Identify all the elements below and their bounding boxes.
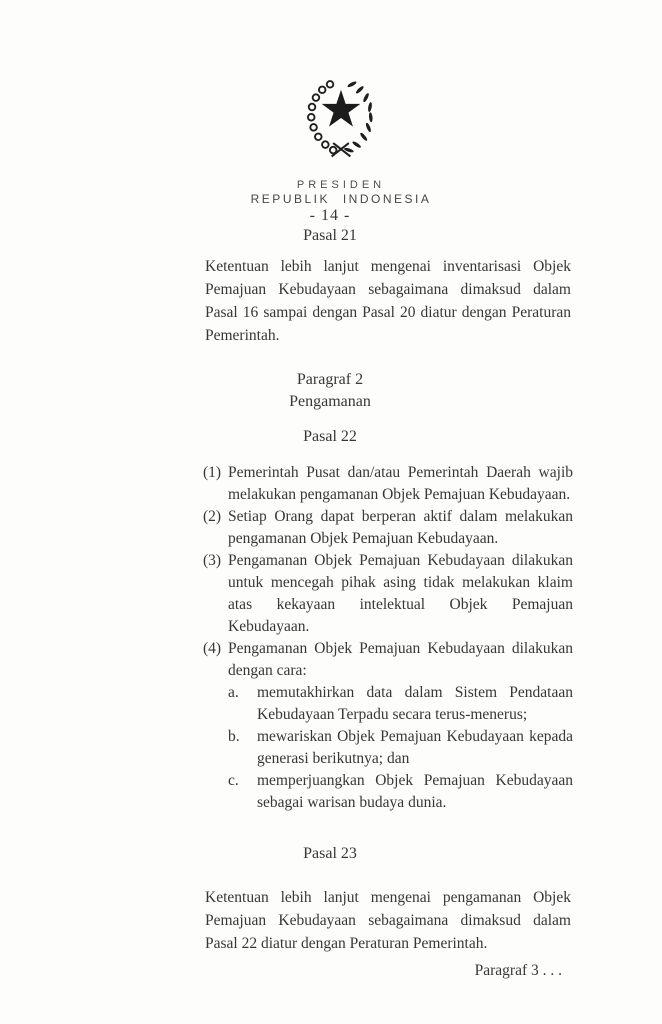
- list-item-text: Setiap Orang dapat berperan aktif dalam melakukan pengamanan Objek Pemajuan Kebudayaan.: [228, 508, 573, 547]
- letterhead-presiden: PRESIDEN: [296, 179, 386, 191]
- subheading-pengamanan: Pengamanan: [289, 393, 371, 410]
- sub-item-text: memutakhirkan data dalam Sistem Pendataan Kebudayaan Terpadu secara terus-menerus;: [257, 684, 573, 723]
- list-item-text: [228, 638, 573, 814]
- sub-item-text: mewariskan Objek Pemajuan Kebudayaan kepada generasi berikutnya; dan: [257, 728, 573, 767]
- heading-pasal-21: Pasal 21: [303, 227, 357, 244]
- list-item-number: (1): [203, 464, 222, 481]
- pasal-21-body: Ketentuan lebih lanjut mengenai inventarisasi Objek Pemajuan Kebudayaan sebagaimana dimaksud dalam Pasal 16 sampai dengan Pasal 20 diatur dengan Peraturan Pemerintah.: [205, 258, 571, 344]
- list-item-number: (4): [203, 640, 222, 657]
- letterhead-republik-indonesia: REPUBLIK INDONESIA: [250, 192, 432, 206]
- sub-list-item: [228, 770, 573, 814]
- sub-list-item: [228, 726, 573, 770]
- sub-item-letter: b.: [228, 728, 240, 745]
- list-item: [203, 462, 573, 506]
- page-number: - 14 -: [309, 207, 351, 224]
- sub-item-text: memperjuangkan Objek Pemajuan Kebudayaan sebagai warisan budaya dunia.: [257, 772, 573, 811]
- list-item-text: Pemerintah Pusat dan/atau Pemerintah Daerah wajib melakukan pengamanan Objek Pemajuan Kebudayaan.: [228, 464, 573, 503]
- list-item: [203, 550, 573, 638]
- list-item-number: (3): [203, 552, 222, 569]
- pasal-23-body: Ketentuan lebih lanjut mengenai pengamanan Objek Pemajuan Kebudayaan sebagaimana dimaksud dalam Pasal 22 diatur dengan Peraturan Pemerintah.: [205, 889, 571, 952]
- sub-item-letter: c.: [228, 772, 239, 789]
- catchword-paragraf-3: Paragraf 3 . . .: [474, 962, 562, 979]
- heading-paragraf-2: Paragraf 2: [296, 371, 364, 388]
- list-item-text: Pengamanan Objek Pemajuan Kebudayaan dilakukan untuk mencegah pihak asing tidak melakukan klaim atas kekayaan intelektual Objek Pemajuan Kebudayaan.: [228, 552, 573, 635]
- list-item: [203, 638, 573, 814]
- presidential-seal-icon: [294, 74, 388, 162]
- list-item-intro: Pengamanan Objek Pemajuan Kebudayaan dilakukan dengan cara:: [228, 640, 573, 679]
- list-item: [203, 506, 573, 550]
- pasal-22-numbered-list: [203, 462, 573, 814]
- heading-pasal-23: Pasal 23: [303, 845, 357, 862]
- heading-pasal-22: Pasal 22: [303, 428, 357, 445]
- star-glyph: [322, 90, 361, 127]
- sub-item-letter: a.: [228, 684, 239, 701]
- list-item-number: (2): [203, 508, 222, 525]
- sub-list-item: [228, 682, 573, 726]
